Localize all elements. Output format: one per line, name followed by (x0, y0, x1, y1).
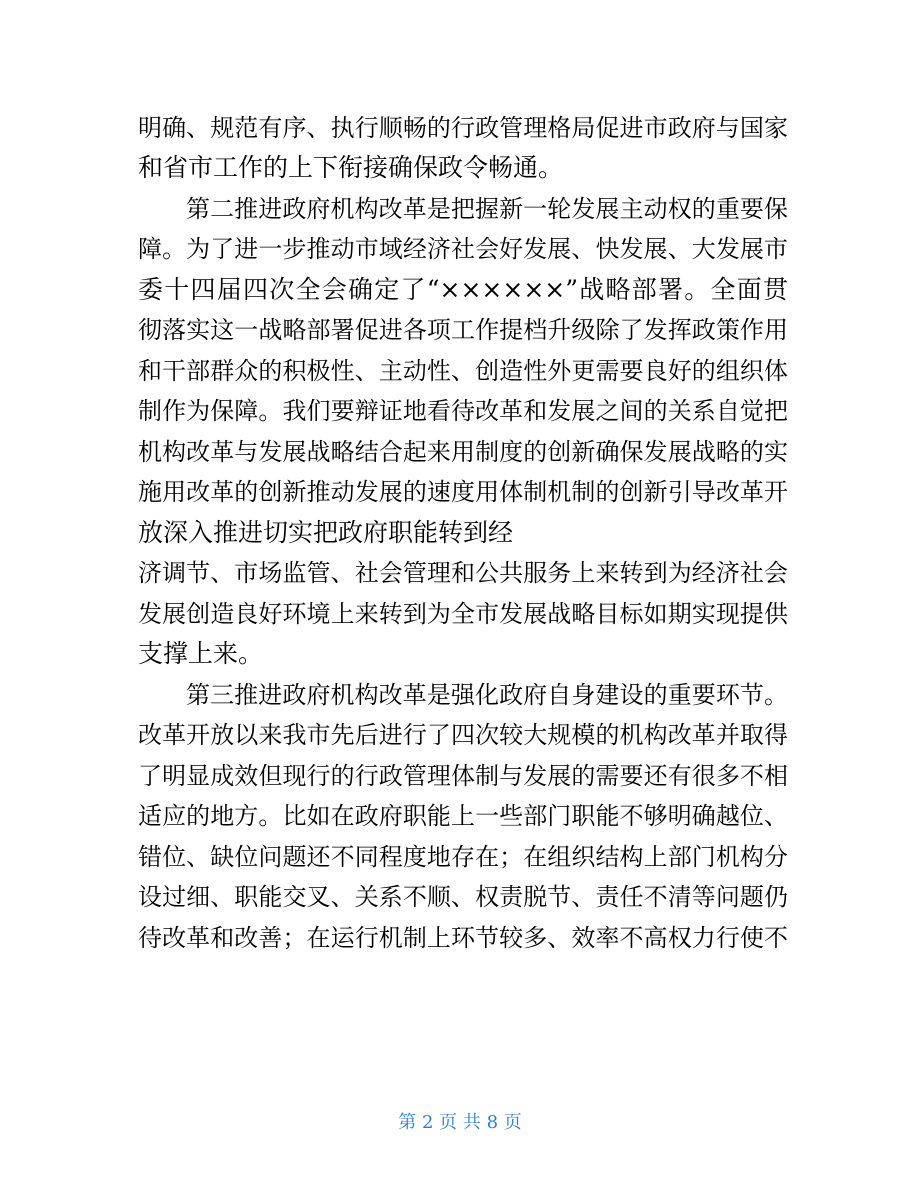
text-line: 彻落实这一战略部署促进各项工作提档升级除了发挥政策作用 (138, 316, 788, 344)
text-line: 制作为保障。我们要辩证地看待改革和发展之间的关系自觉把 (138, 397, 788, 425)
text-line: 济调节、市场监管、社会管理和公共服务上来转到为经济社会 (138, 559, 788, 587)
text-line: 了明显成效但现行的行政管理体制与发展的需要还有很多不相 (138, 762, 788, 790)
text-line: 明确、规范有序、执行顺畅的行政管理格局促进市政府与国家 (138, 114, 788, 142)
text-line: 放深入推进切实把政府职能转到经 (138, 518, 514, 547)
text-line: 适应的地方。比如在政府职能上一些部门职能不够明确越位、 (138, 802, 788, 830)
text-line: 待改革和改善；在运行机制上环节较多、效率不高权力行使不 (138, 924, 788, 952)
page-number-footer: 第 2 页 共 8 页 (398, 1112, 522, 1133)
text-line: 委十四届四次全会确定了“××××××”战略部署。全面贯 (138, 275, 788, 304)
text-line: 设过细、职能交叉、关系不顺、权责脱节、责任不清等问题仍 (138, 883, 788, 911)
text-line: 施用改革的创新推动发展的速度用体制机制的创新引导改革开 (138, 478, 788, 506)
paragraph-start-line: 第二推进政府机构改革是把握新一轮发展主动权的重要保 (186, 195, 788, 223)
text-line: 改革开放以来我市先后进行了四次较大规模的机构改革并取得 (138, 721, 788, 749)
text-line: 机构改革与发展战略结合起来用制度的创新确保发展战略的实 (138, 438, 788, 466)
text-line: 错位、缺位问题还不同程度地存在；在组织结构上部门机构分 (138, 843, 788, 871)
text-line: 障。为了进一步推动市域经济社会好发展、快发展、大发展市 (138, 235, 788, 263)
text-line: 支撑上来。 (138, 639, 264, 668)
text-line: 发展创造良好环境上来转到为全市发展战略目标如期实现提供 (138, 600, 788, 628)
text-line: 和干部群众的积极性、主动性、创造性外更需要良好的组织体 (138, 357, 788, 385)
text-line: 和省市工作的上下衔接确保政令畅通。 (138, 153, 564, 182)
paragraph-start-line: 第三推进政府机构改革是强化政府自身建设的重要环节。 (186, 681, 788, 709)
